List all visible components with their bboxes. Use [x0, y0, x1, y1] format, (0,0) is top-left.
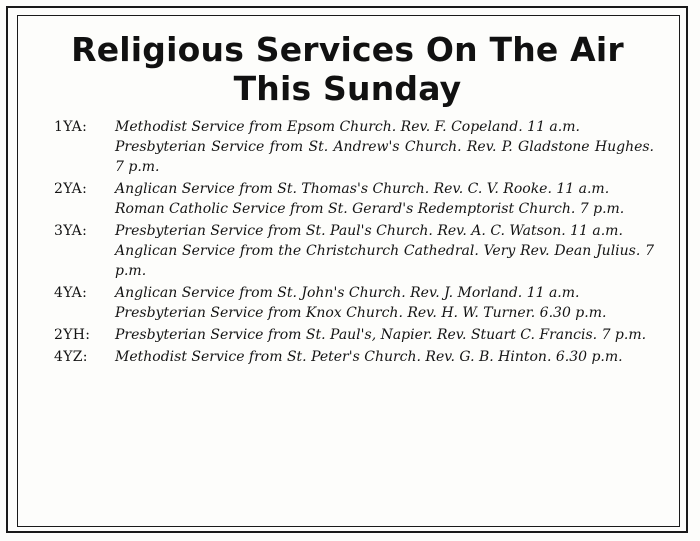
station-call-sign: 2YA: — [54, 181, 88, 197]
service-listing: Presbyterian Service from Knox Church. Rev. H. W. Turner. 6.30 p.m. — [115, 305, 607, 321]
station-entry — [54, 179, 654, 219]
station-entry — [54, 347, 654, 367]
service-listing: Presbyterian Service from St. Andrew's Church. Rev. P. Gladstone Hughes. 7 p.m. — [115, 139, 654, 175]
page-title — [20, 30, 675, 108]
station-services — [115, 325, 654, 345]
service-listing: Anglican Service from St. Thomas's Church. Rev. C. V. Rooke. 11 a.m. — [115, 181, 610, 197]
station-call-sign: 1YA: — [54, 119, 88, 135]
station-entry — [54, 117, 654, 177]
station-entry — [54, 325, 654, 345]
station-services — [115, 179, 654, 219]
service-listing: Anglican Service from the Christchurch Cathedral. Very Rev. Dean Julius. 7 p.m. — [115, 243, 654, 279]
service-listing: Presbyterian Service from St. Paul's, Napier. Rev. Stuart C. Francis. 7 p.m. — [115, 327, 647, 343]
station-call-sign: 4YA: — [54, 285, 88, 301]
station-call-sign: 3YA: — [54, 223, 88, 239]
station-services — [115, 117, 654, 177]
station-entry — [54, 283, 654, 323]
service-listing: Methodist Service from Epsom Church. Rev. F. Copeland. 11 a.m. — [115, 119, 580, 135]
station-call-sign: 4YZ: — [54, 349, 88, 365]
station-services — [115, 283, 654, 323]
service-listing: Methodist Service from St. Peter's Church. Rev. G. B. Hinton. 6.30 p.m. — [115, 349, 623, 365]
station-services — [115, 347, 654, 367]
service-listing: Roman Catholic Service from St. Gerard's Redemptorist Church. 7 p.m. — [115, 201, 625, 217]
station-entry — [54, 221, 654, 281]
service-listings — [54, 117, 654, 369]
title-line-1: Religious Services On The Air — [71, 30, 624, 69]
station-call-sign: 2YH: — [54, 327, 91, 343]
service-listing: Presbyterian Service from St. Paul's Church. Rev. A. C. Watson. 11 a.m. — [115, 223, 623, 239]
station-services — [115, 221, 654, 281]
service-listing: Anglican Service from St. John's Church. Rev. J. Morland. 11 a.m. — [115, 285, 580, 301]
title-line-2: This Sunday — [233, 69, 462, 108]
